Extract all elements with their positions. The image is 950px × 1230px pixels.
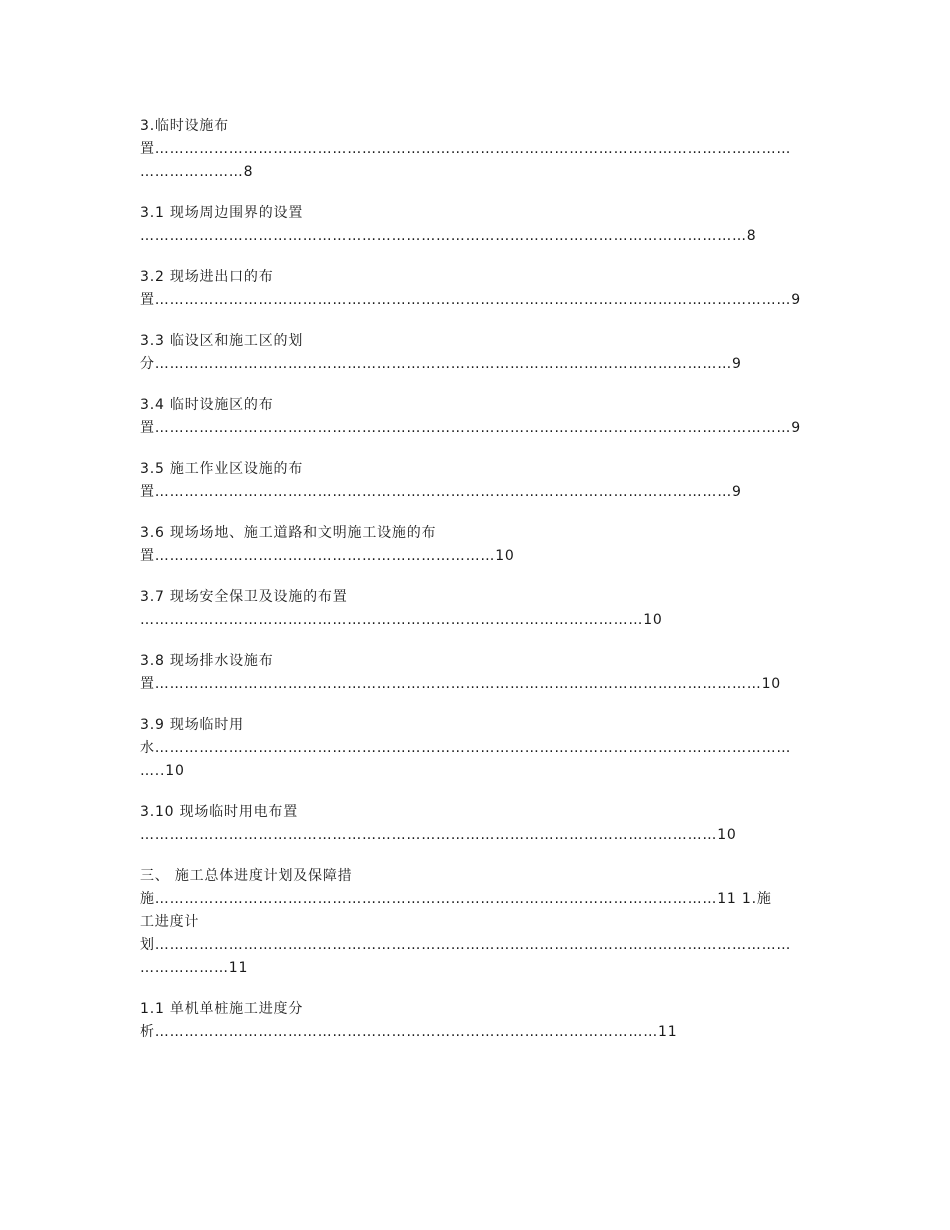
toc-line: 3.4 临时设施区的布 xyxy=(140,397,274,413)
toc-line: …………………8 xyxy=(140,164,254,180)
toc-line: 析…………………………………………………………………………………………11 xyxy=(140,1024,678,1040)
toc-line: 三、 施工总体进度计划及保障措 xyxy=(140,868,353,884)
toc-entry[interactable] xyxy=(140,865,810,980)
toc-line: 3.10 现场临时用电布置 xyxy=(140,804,299,820)
toc-line: 分………………………………………………………………………………………………………9 xyxy=(140,356,742,372)
toc-entry[interactable] xyxy=(140,586,810,632)
toc-line: 置………………………………………………………………………………………………………………… xyxy=(140,141,792,157)
toc-line: 置……………………………………………………………………………………………………………10 xyxy=(140,676,782,692)
toc-entry[interactable] xyxy=(140,394,810,440)
toc-line: …………………………………………………………………………………………10 xyxy=(140,612,663,628)
toc-line: …..10 xyxy=(140,763,185,779)
toc-line: 3.8 现场排水设施布 xyxy=(140,653,274,669)
toc-line: 置…………………………………………………………………………………………………………………9 xyxy=(140,420,801,436)
toc-entry[interactable] xyxy=(140,801,810,847)
toc-line: 3.3 临设区和施工区的划 xyxy=(140,333,304,349)
toc-line: 置………………………………………………………………………………………………………9 xyxy=(140,484,742,500)
toc-line: 施……………………………………………………………………………………………………11 1.施 xyxy=(140,891,772,907)
toc-entry[interactable] xyxy=(140,115,810,184)
toc-line: ………………………………………………………………………………………………………10 xyxy=(140,827,737,843)
toc-page xyxy=(140,115,810,1062)
toc-entry[interactable] xyxy=(140,330,810,376)
toc-entry[interactable] xyxy=(140,266,810,312)
toc-line: 工进度计 xyxy=(140,914,200,930)
toc-line: 3.临时设施布 xyxy=(140,118,229,134)
toc-entry[interactable] xyxy=(140,650,810,696)
toc-line: 置……………………………………………………………10 xyxy=(140,548,515,564)
toc-line: ………………11 xyxy=(140,960,249,976)
toc-line: 3.5 施工作业区设施的布 xyxy=(140,461,304,477)
toc-line: 3.1 现场周边围界的设置 xyxy=(140,205,304,221)
toc-line: 水………………………………………………………………………………………………………………… xyxy=(140,740,792,756)
toc-line: 置…………………………………………………………………………………………………………………9 xyxy=(140,292,801,308)
toc-line: 3.6 现场场地、施工道路和文明施工设施的布 xyxy=(140,525,437,541)
toc-line: 3.9 现场临时用 xyxy=(140,717,244,733)
toc-entry[interactable] xyxy=(140,202,810,248)
toc-entry[interactable] xyxy=(140,522,810,568)
toc-entry[interactable] xyxy=(140,998,810,1044)
toc-entry[interactable] xyxy=(140,714,810,783)
toc-line: 划………………………………………………………………………………………………………………… xyxy=(140,937,792,953)
toc-line: ……………………………………………………………………………………………………………8 xyxy=(140,228,757,244)
toc-line: 1.1 单机单桩施工进度分 xyxy=(140,1001,304,1017)
toc-entry[interactable] xyxy=(140,458,810,504)
toc-line: 3.7 现场安全保卫及设施的布置 xyxy=(140,589,348,605)
toc-line: 3.2 现场进出口的布 xyxy=(140,269,274,285)
